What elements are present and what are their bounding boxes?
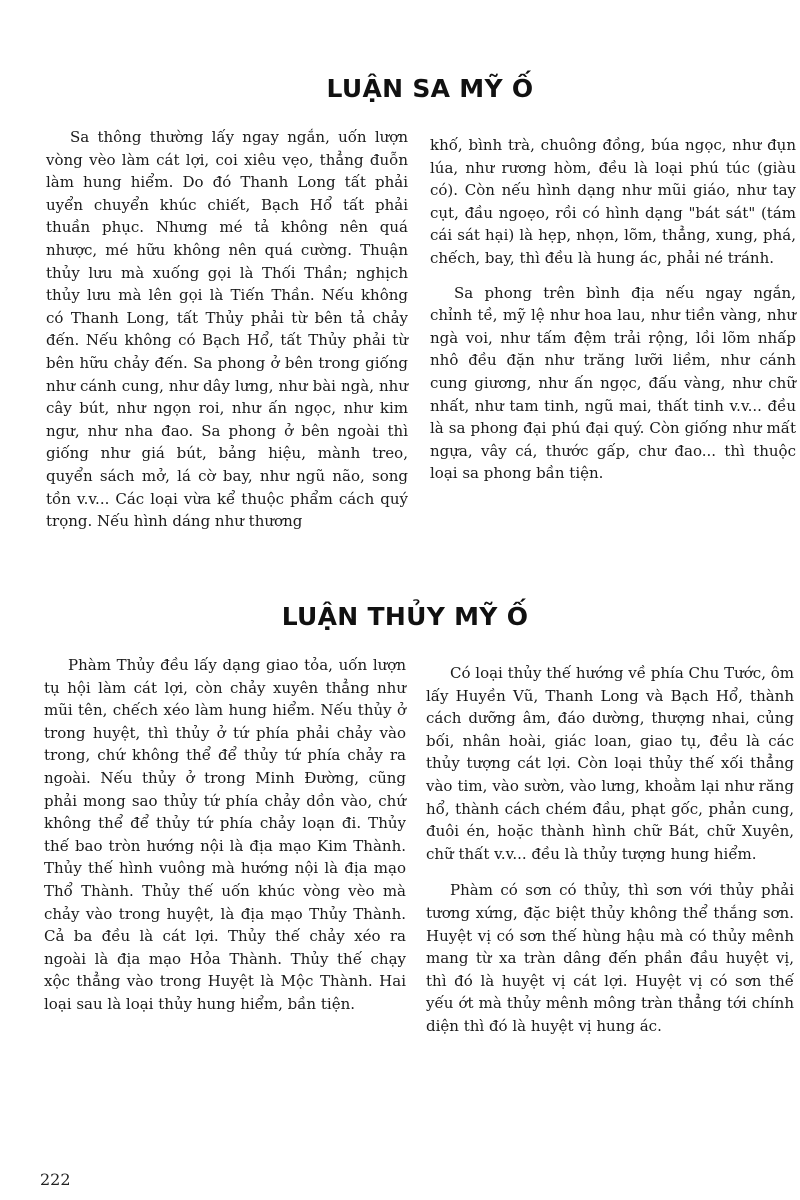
section-title-luan-thuy-my-o: LUẬN THỦY MỸ Ố — [281, 602, 529, 631]
section2-right-column — [426, 662, 794, 1038]
section1-right-column — [430, 134, 796, 485]
paragraph: Sa thông thường lấy ngay ngắn, uốn lượn vòng vèo làm cát lợi, coi xiêu vẹo, thẳng đuỗn làm hung hiểm. Do đó Thanh Long tất phải uyển chuyển khúc chiết, Bạch Hổ tất phải thuần phục. Nhưng mé tả không nên quá nhược, mé hữu không nên quá cường. Thuận thủy lưu mà xuống gọi là Thối Thần; nghịch thủy lưu mà lên gọi là Tiến Thần. Nếu không có Thanh Long, tất Thủy phải từ bên tả chảy đến. Nếu không có Bạch Hổ, tất Thủy phải từ bên hữu chảy đến. Sa phong ở bên trong giống như cánh cung, như dây lưng, như bài ngà, như cây bút, như ngọn roi, như ấn ngọc, như kim ngư, như nha đao. Sa phong ở bên ngoài thì giống như giá bút, bảng hiệu, mành treo, quyển sách mở, lá cờ bay, như ngũ não, song tồn v.v... Các loại vừa kể thuộc phẩm cách quý trọng. Nếu hình dáng như thương — [46, 128, 408, 531]
paragraph: Có loại thủy thế hướng về phía Chu Tước, ôm lấy Huyền Vũ, Thanh Long và Bạch Hổ, thành cách dưỡng âm, đáo dường, thượng nhai, củng bối, nhân hoài, giác loan, giao tụ, đều là các thủy tượng cát lợi. Còn loại thủy thế xối thẳng vào tim, vào sườn, vào lưng, khoằm lại như răng hổ, thành cách chém đầu, phạt gốc, phản cung, đuôi én, hoặc thành hình chữ Bát, chữ Xuyên, chữ thất v.v... đều là thủy tượng hung hiểm. — [426, 664, 794, 863]
page-number: 222 — [40, 1170, 71, 1189]
paragraph: Phàm có sơn có thủy, thì sơn với thủy phải tương xứng, đặc biệt thủy không thể thắng sơn. Huyệt vị có sơn thế hùng hậu mà có thủy mênh mang từ xa tràn dâng đến phần đầu huyệt vị, thì đó là huyệt vị cát lợi. Huyệt vị có sơn thế yếu ớt mà thủy mênh mông tràn thẳng tới chính diện thì đó là huyệt vị hung ác. — [426, 881, 794, 1035]
paragraph: Phàm Thủy đều lấy dạng giao tỏa, uốn lượn tụ hội làm cát lợi, còn chảy xuyên thẳng như mũi tên, chếch xéo làm hung hiểm. Nếu thủy ở trong huyệt, thì thủy ở tứ phía phải chảy vào trong, chứ không thể để thủy tứ phía chảy ra ngoài. Nếu thủy ở trong Minh Đường, cũng phải mong sao thủy tứ phía chảy dồn vào, chứ không thể để thủy tứ phía chảy loạn đi. Thủy thế bao tròn hướng nội là địa mạo Kim Thành. Thủy thế hình vuông mà hướng nội là địa mạo Thổ Thành. Thủy thế uốn khúc vòng vèo mà chảy vào trong huyệt, là địa mạo Thủy Thành. Cả ba đều là cát lợi. Thủy thế chảy xéo ra ngoài là địa mạo Hỏa Thành. Thủy thế chạy xộc thẳng vào trong Huyệt là Mộc Thành. Hai loại sau là loại thủy hung hiểm, bần tiện. — [44, 656, 406, 1013]
section1-left-column — [46, 126, 408, 533]
paragraph: khố, bình trà, chuông đồng, búa ngọc, như đụn lúa, như rương hòm, đều là loại phú túc (giàu có). Còn nếu hình dạng như mũi giáo, như tay cụt, đầu ngoẹo, rồi có hình dạng "bát sát" (tám cái sát hại) là hẹp, nhọn, lõm, thẳng, xung, phá, chếch, bay, thì đều là hung ác, phải né tránh. — [430, 136, 796, 267]
paragraph: Sa phong trên bình địa nếu ngay ngắn, chỉnh tề, mỹ lệ như hoa lau, như tiền vàng, như ngà voi, như tấm đệm trải rộng, lồi lõm nhấp nhô đều đặn như trăng lưỡi liềm, như cánh cung giương, như ấn ngọc, đấu vàng, như chữ nhất, như tam tinh, ngũ mai, thất tinh v.v... đều là sa phong đại phú đại quý. Còn giống như mất ngựa, vây cá, thước gấp, chư đao... thì thuộc loại sa phong bần tiện. — [430, 283, 796, 483]
section-title-luan-sa-my-o: LUẬN SA MỸ Ố — [326, 74, 534, 103]
section2-left-column — [44, 654, 406, 1016]
